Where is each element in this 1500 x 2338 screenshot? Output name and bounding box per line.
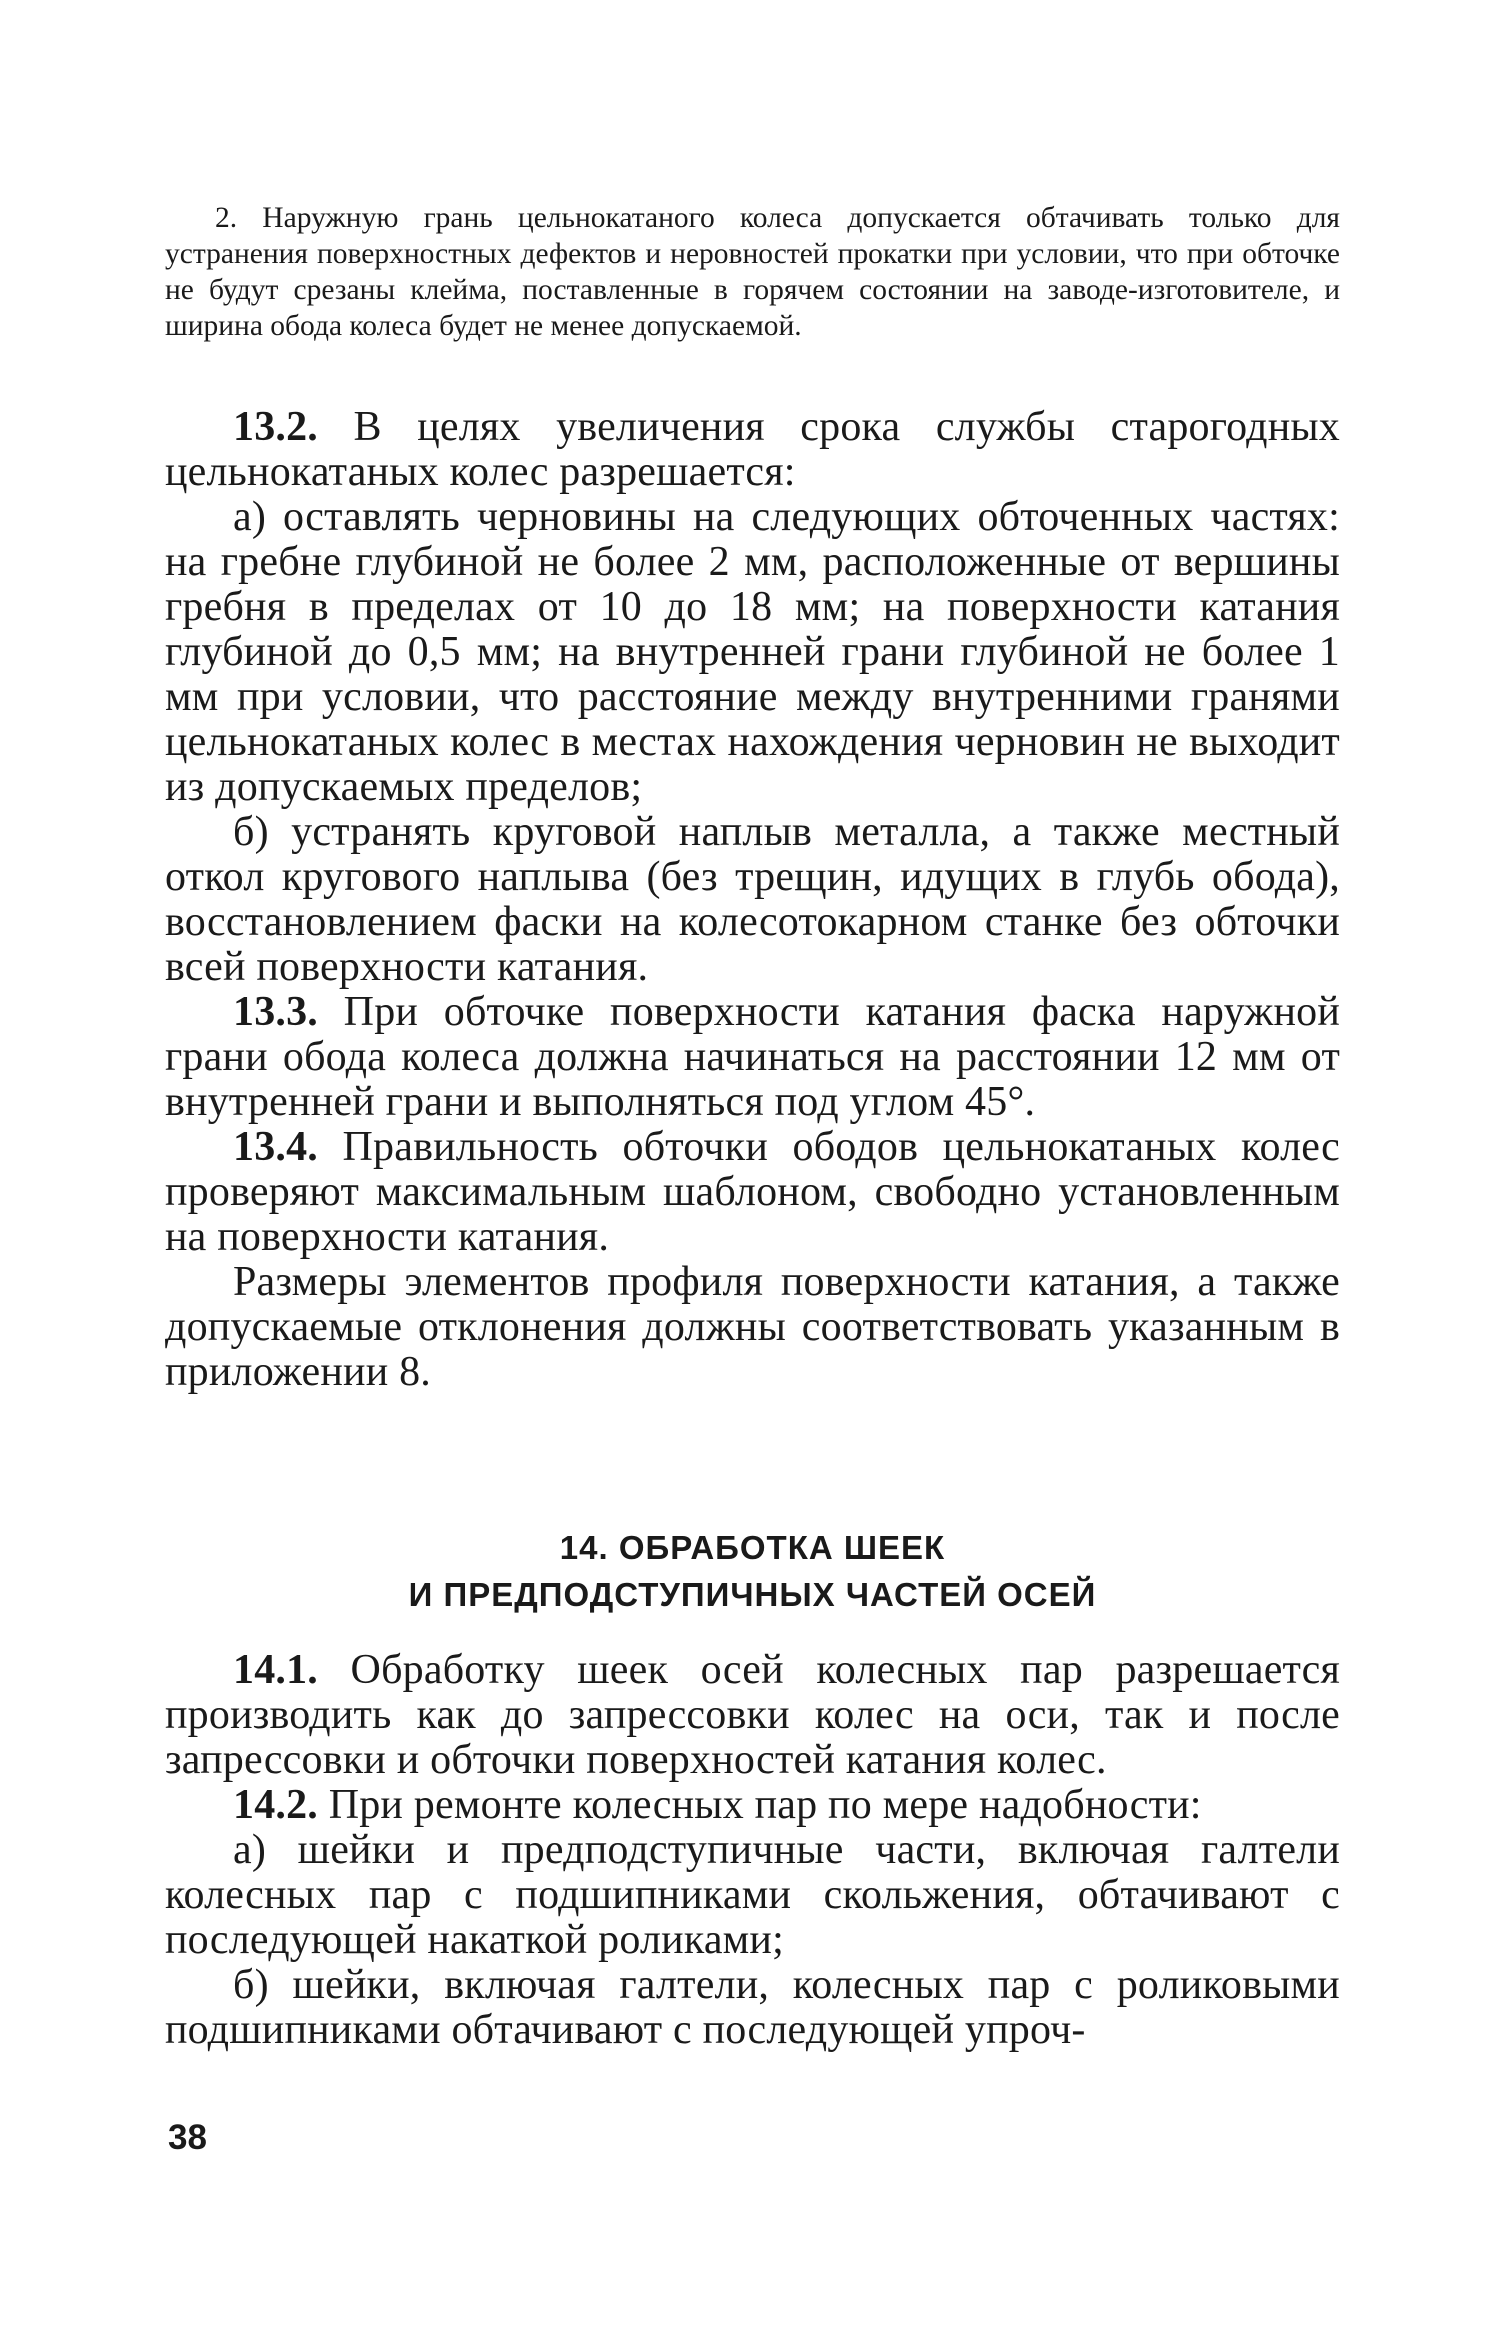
paragraph-text: При ремонте колесных пар по мере надобности: — [318, 1782, 1202, 1828]
paragraph-14-2-b: б) шейки, включая галтели, колесных пар с роликовыми подшипниками обтачивают с последующей упроч- — [165, 1962, 1340, 2053]
section-heading-line-2: И ПРЕДПОДСТУПИЧНЫХ ЧАСТЕЙ ОСЕЙ — [408, 1576, 1097, 1613]
paragraph-text: В целях увеличения срока службы старогодных цельнокатаных колес разрешается: — [165, 404, 1340, 495]
paragraph-number: 13.2. — [233, 404, 318, 450]
paragraph-13-4-b: Размеры элементов профиля поверхности катания, а также допускаемые отклонения должны соответствовать указанным в приложении 8. — [165, 1259, 1340, 1395]
paragraph-13-2-b: б) устранять круговой наплыв металла, а также местный откол кругового наплыва (без трещин, идущих в глубь обода), восстановлением фаски на колесотокарном станке без обточки всей поверхности катания. — [165, 809, 1340, 990]
paragraph-text: При обточке поверхности катания фаска наружной грани обода колеса должна начинаться на расстоянии 12 мм от внутренней грани и выполняться под углом 45°. — [165, 989, 1340, 1125]
paragraph-number: 13.3. — [233, 989, 318, 1035]
paragraph-number: 13.4. — [233, 1124, 318, 1170]
paragraph-text: Обработку шеек осей колесных пар разрешается производить как до запрессовки колес на оси, так и после запрессовки и обточки поверхностей катания колес. — [165, 1647, 1340, 1783]
paragraph-number: 14.1. — [233, 1647, 318, 1693]
paragraph-14-1 — [165, 1648, 1340, 1783]
paragraph-14-2-a: а) шейки и предподступичные части, включая галтели колесных пар с подшипниками скольжения, обтачивают с последующей накаткой роликами; — [165, 1827, 1340, 1963]
section-heading-line-1: 14. ОБРАБОТКА ШЕЕК — [559, 1529, 946, 1566]
section-14 — [165, 1648, 1340, 2053]
paragraph-13-2-a: а) оставлять черновины на следующих обточенных частях: на гребне глубиной не более 2 мм, расположенные от вершины гребня в пределах от 10 до 18 мм; на поверхности катания глубиной до 0,5 мм; на внутренней грани глубиной не более 1 мм при условии, что расстояние между внутренними гранями цельнокатаных колес в местах нахождения черновин не выходит из допускаемых пределов; — [165, 494, 1340, 810]
note-paragraph: 2. Наружную грань цельнокатаного колеса допускается обтачивать только для устранения поверхностных дефектов и неровностей прокатки при условии, что при обточке не будут срезаны клейма, поставленные в горячем состоянии на заводе-изготовителе, и ширина обода колеса будет не менее допускаемой. — [165, 202, 1340, 342]
page-number: 38 — [168, 2118, 207, 2157]
paragraph-13-4 — [165, 1125, 1340, 1260]
section-13 — [165, 405, 1340, 1395]
paragraph-13-2 — [165, 405, 1340, 495]
paragraph-13-3 — [165, 990, 1340, 1125]
paragraph-14-2 — [165, 1783, 1340, 1828]
paragraph-number: 14.2. — [233, 1782, 318, 1828]
paragraph-text: Правильность обточки ободов цельнокатаных колес проверяют максимальным шаблоном, свободно установленным на поверхности катания. — [165, 1124, 1340, 1260]
